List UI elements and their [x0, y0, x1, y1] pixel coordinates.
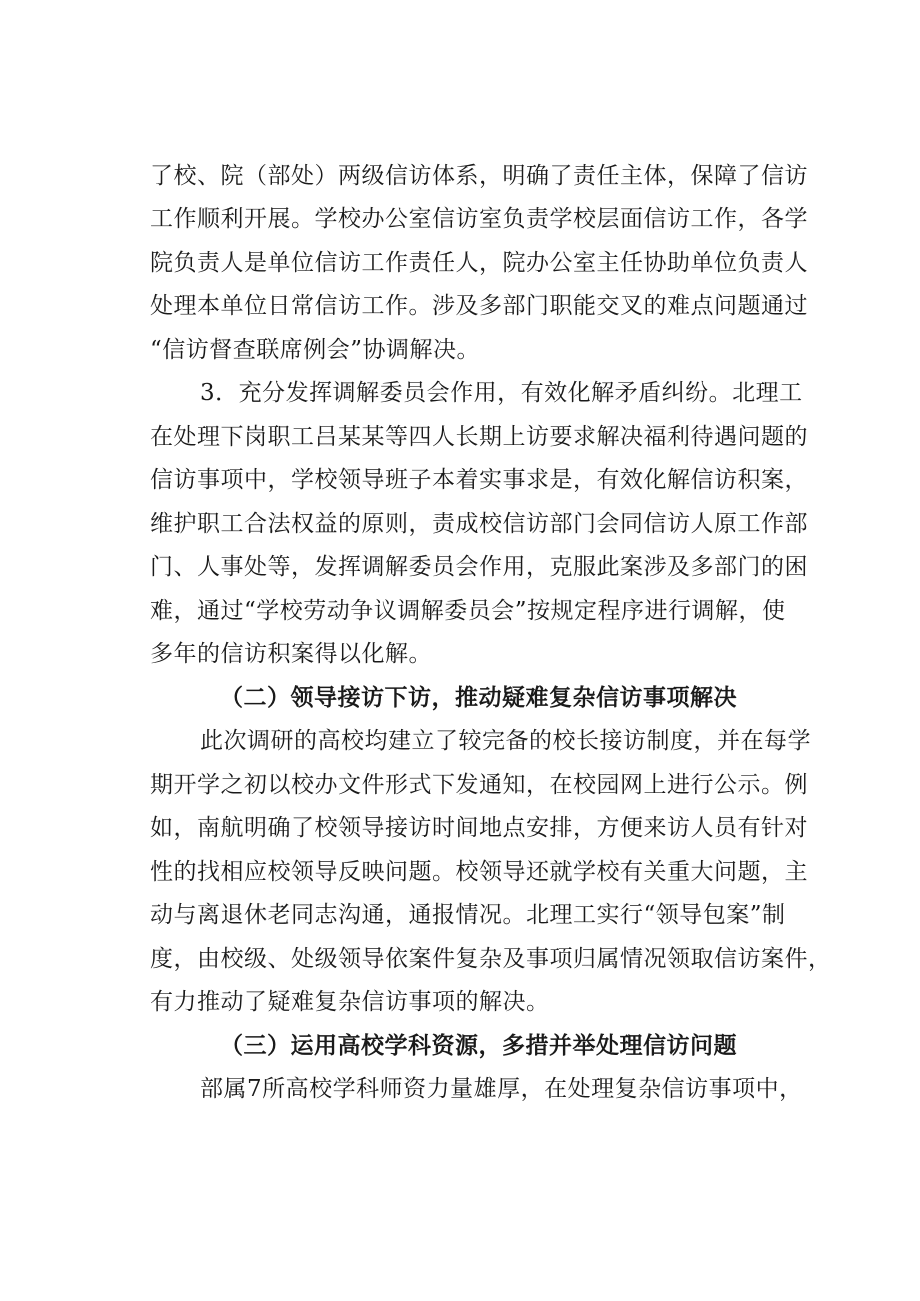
text-line: 度，由校级、处级领导依案件复杂及事项归属情况领取信访案件， [150, 946, 832, 972]
text-line: 了校、院（部处）两级信访体系，明确了责任主体，保障了信访 [150, 163, 808, 189]
text-line: 动与离退休老同志沟通，通报情况。北理工实行“领导包案”制 [150, 902, 786, 928]
text-line: 多年的信访积案得以化解。 [150, 641, 432, 667]
text-line: 信访事项中，学校领导班子本着实事求是，有效化解信访积案， [150, 467, 808, 493]
text-line: 在处理下岗职工吕某某等四人长期上访要求解决福利待遇问题的 [150, 424, 808, 450]
text-line: 院负责人是单位信访工作责任人，院办公室主任协助单位负责人 [150, 250, 808, 276]
section-heading: （三）运用高校学科资源，多措并举处理信访问题 [220, 1033, 737, 1059]
section-heading: （二）领导接访下访，推动疑难复杂信访事项解决 [220, 685, 737, 711]
text-line: 维护职工合法权益的原则，责成校信访部门会同信访人原工作部 [150, 511, 808, 537]
paragraph-start: 部属7所高校学科师资力量雄厚，在处理复杂信访事项中， [200, 1076, 803, 1102]
text-line: 门、人事处等，发挥调解委员会作用，克服此案涉及多部门的困 [150, 554, 808, 580]
text-line: 工作顺利开展。学校办公室信访室负责学校层面信访工作，各学 [150, 206, 808, 232]
text-line: 性的找相应校领导反映问题。校领导还就学校有关重大问题，主 [150, 859, 808, 885]
text-line: “信访督查联席例会”协调解决。 [150, 337, 481, 363]
paragraph-start: 3．充分发挥调解委员会作用，有效化解矛盾纠纷。北理工 [200, 380, 803, 406]
text-line: 有力推动了疑难复杂信访事项的解决。 [150, 989, 550, 1015]
text-line: 难，通过“学校劳动争议调解委员会”按规定程序进行调解，使 [150, 598, 786, 624]
text-line: 处理本单位日常信访工作。涉及多部门职能交叉的难点问题通过 [150, 293, 808, 319]
text-line: 如，南航明确了校领导接访时间地点安排，方便来访人员有针对 [150, 815, 808, 841]
text-line: 期开学之初以校办文件形式下发通知，在校园网上进行公示。例 [150, 772, 808, 798]
paragraph-start: 此次调研的高校均建立了较完备的校长接访制度，并在每学 [200, 728, 811, 754]
